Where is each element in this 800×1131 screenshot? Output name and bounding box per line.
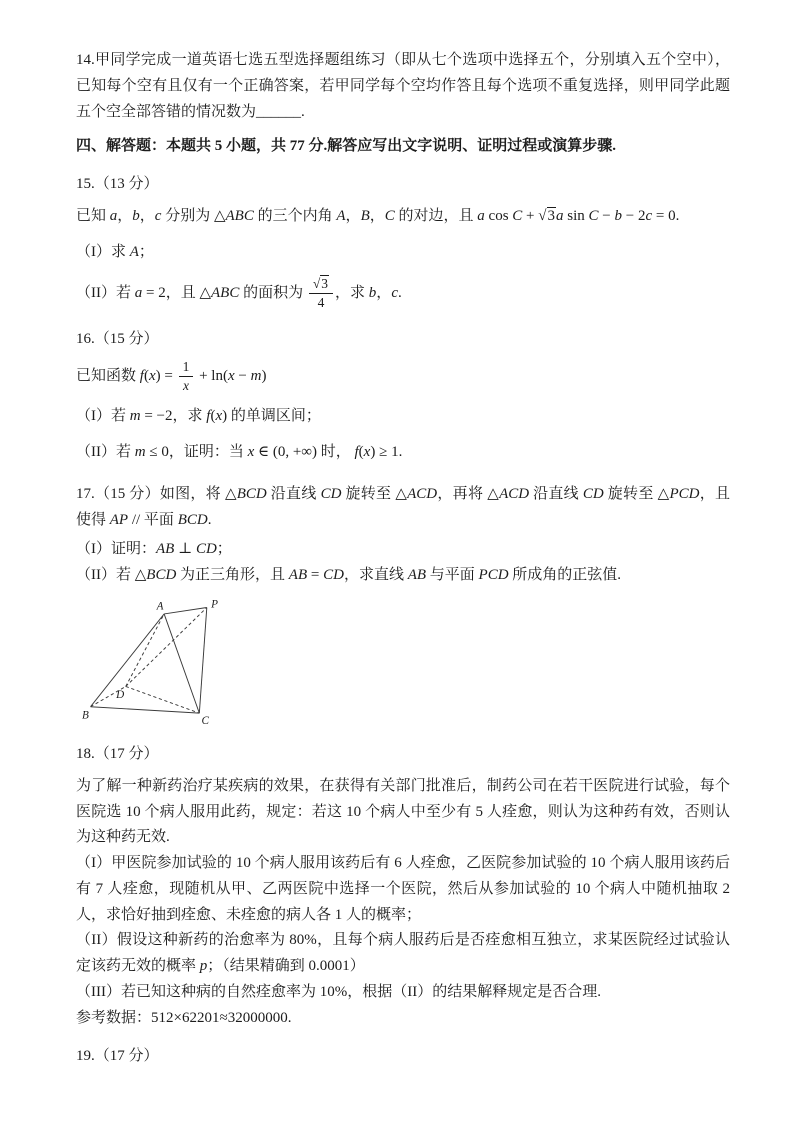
question-18-part-3: （III）若已知这种病的自然痊愈率为 10%，根据（II）的结果解释规定是否合理. — [76, 984, 601, 1001]
vertex-label-B: B — [82, 709, 89, 722]
question-18-intro: 为了解一种新药治疗某疾病的效果，在获得有关部门批准后，制药公司在若干医院进行试验，每个医院选 10 个病人服用此药，规定：若这 10 个病人中至少有 5 人痊愈，则认为这种药有效，否则认为这种药无效. — [76, 777, 730, 846]
question-15-number: 15.（13 分） — [76, 176, 159, 193]
question-18-part-1: （I）甲医院参加试验的 10 个病人服用该药后有 6 人痊愈，乙医院参加试验的 10 个病人服用该药后有 7 人痊愈，现随机从甲、乙两医院中选择一个医院，然后从参加试验的 10 个病人中随机抽取 2 人，求恰好抽到痊愈、未痊愈的病人各 1 人的概率； — [76, 855, 730, 923]
question-18-reference-data: 参考数据：512×62201≈32000000. — [76, 1009, 292, 1026]
question-16-number: 16.（15 分） — [76, 330, 159, 347]
vertex-label-P: P — [211, 598, 218, 611]
edge-PC — [199, 607, 206, 713]
question-15-part-1: （I）求 A； — [76, 243, 154, 260]
question-14: 14.甲同学完成一道英语七选五型选择题组练习（即从七个选项中选择五个，分别填入五个空中），已知每个空有且仅有一个正确答案，若甲同学每个空均作答且每个选项不重复选择，则甲同学此题五个空全部答错的情况数为______. — [76, 52, 730, 120]
question-16-part-1: （I）若 m = −2，求 f(x) 的单调区间； — [76, 408, 321, 425]
edge-AC — [164, 614, 199, 713]
question-15-part-2: （II）若 a = 2，且 △ABC 的面积为 $\frac{√3}{4}$ ，求 b，c. — [76, 275, 402, 310]
question-17-part-1: （I）证明：AB ⊥ CD； — [76, 541, 232, 558]
figure-q17-container — [82, 599, 730, 732]
vertex-label-D: D — [116, 689, 125, 702]
question-18-number: 18.（17 分） — [76, 745, 159, 762]
question-19-number: 19.（17 分） — [76, 1047, 159, 1064]
question-16-intro: 已知函数 f(x) = $\frac{1}{x}$ + ln(x − m) — [76, 358, 267, 393]
figure-q17-tetrahedron — [82, 599, 242, 727]
question-17-part-2: （II）若 △BCD 为正三角形，且 AB = CD，求直线 AB 与平面 PCD 所成角的正弦值. — [76, 567, 622, 584]
vertex-label-A: A — [156, 600, 164, 613]
edge-AP — [164, 607, 207, 613]
vertex-label-C: C — [201, 714, 209, 727]
question-17-intro: 17.（15 分）如图，将 △BCD 沿直线 CD 旋转至 △ACD，再将 △ACD 沿直线 CD 旋转至 △PCD，且使得 AP // 平面 BCD. — [76, 485, 730, 528]
question-16-part-2: （II）若 m ≤ 0，证明：当 x ∈ (0, +∞) 时， f(x) ≥ 1. — [76, 443, 403, 460]
edge-DA-hidden — [126, 614, 164, 687]
question-15-intro: 已知 a，b，c 分别为 △ABC 的三个内角 A，B，C 的对边，且 a cos C + √3a sin C − b − 2c = 0. — [76, 207, 680, 224]
section-4-header: 四、解答题：本题共 5 小题，共 77 分.解答应写出文字说明、证明过程或演算步骤. — [76, 138, 617, 155]
question-18-part-2: （II）假设这种新药的治愈率为 80%，且每个病人服药后是否痊愈相互独立，求某医院经过试验认定该药无效的概率 p；（结果精确到 0.0001） — [76, 932, 730, 975]
